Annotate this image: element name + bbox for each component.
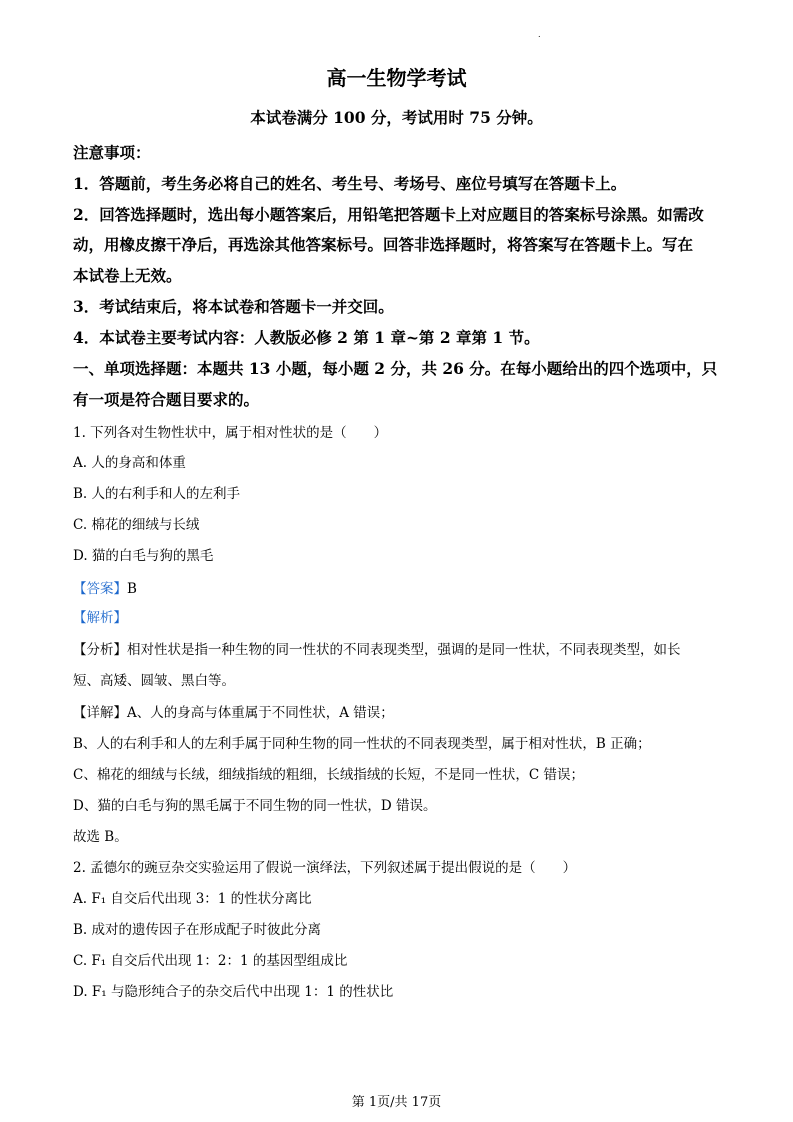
notice-item-2-line-1: 2．回答选择题时，选出每小题答案后，用铅笔把答题卡上对应题目的答案标号涂黑。如需改: [73, 205, 704, 224]
question-2-option-a: A. F₁ 自交后代出现 3：1 的性状分离比: [73, 891, 312, 907]
xiangjie-line-a: [73, 701, 394, 721]
question-1-option-c: C. 棉花的细绒与长绒: [73, 517, 200, 533]
notice-item-2-line-3: 本试卷上无效。: [73, 266, 182, 285]
answer-value: B: [127, 581, 137, 597]
section-heading-line-2: 有一项是符合题目要求的。: [73, 390, 260, 409]
question-2-option-d: D. F₁ 与隐形纯合子的杂交后代中出现 1：1 的性状比: [73, 984, 394, 1000]
notice-item-3: 3．考试结束后，将本试卷和答题卡一并交回。: [73, 297, 394, 316]
question-1-stem: 1. 下列各对生物性状中，属于相对性状的是（ ）: [73, 425, 388, 441]
question-1-option-a: A. 人的身高和体重: [73, 455, 186, 471]
notice-item-1: 1．答题前，考生务必将自己的姓名、考生号、考场号、座位号填写在答题卡上。: [73, 174, 627, 193]
corner-mark: .: [538, 30, 541, 39]
exam-title: 高一生物学考试: [326, 66, 467, 90]
analysis-tag: 【解析】: [73, 610, 127, 626]
conclusion: 故选 B。: [73, 829, 128, 845]
fenxi-line-2: 短、高矮、圆皱、黑白等。: [73, 673, 235, 689]
xiangjie-line-b: B、人的右利手和人的左利手属于同种生物的同一性状的不同表现类型，属于相对性状，B 正确；: [73, 736, 651, 752]
question-2-option-b: B. 成对的遗传因子在形成配子时彼此分离: [73, 922, 322, 938]
exam-subtitle: 本试卷满分 100 分，考试用时 75 分钟。: [250, 108, 543, 127]
question-1-option-b: B. 人的右利手和人的左利手: [73, 486, 241, 502]
xiangjie-line-d: D、猫的白毛与狗的黑毛属于不同生物的同一性状，D 错误。: [73, 798, 437, 814]
question-1-option-d: D. 猫的白毛与狗的黑毛: [73, 548, 214, 564]
notice-item-2-line-2: 动，用橡皮擦干净后，再选涂其他答案标号。回答非选择题时，将答案写在答题卡上。写在: [73, 235, 694, 254]
answer-line: [73, 577, 137, 597]
section-heading-line-1: 一、单项选择题：本题共 13 小题，每小题 2 分，共 26 分。在每小题给出的四个选项中，只: [73, 359, 718, 378]
page-footer: 第 1页/共 17页: [351, 1095, 442, 1110]
fenxi-text-1: 相对性状是指一种生物的同一性状的不同表现类型，强调的是同一性状，不同表现类型，如长: [127, 642, 681, 658]
question-2-stem: 2. 孟德尔的豌豆杂交实验运用了假说一演绎法，下列叙述属于提出假说的是（ ）: [73, 860, 577, 876]
xiangjie-line-c: C、棉花的细绒与长绒，细绒指绒的粗细，长绒指绒的长短，不是同一性状，C 错误；: [73, 767, 584, 783]
xiangjie-text-a: A、人的身高与体重属于不同性状，A 错误；: [127, 705, 394, 721]
notice-item-4: 4．本试卷主要考试内容：人教版必修 2 第 1 章~第 2 章第 1 节。: [73, 328, 540, 347]
answer-tag: 【答案】: [73, 581, 127, 597]
question-2-option-c: C. F₁ 自交后代出现 1：2：1 的基因型组成比: [73, 953, 348, 969]
fenxi-tag: 【分析】: [73, 642, 127, 658]
xiangjie-tag: 【详解】: [73, 705, 127, 721]
notice-heading: 注意事项：: [73, 143, 151, 162]
fenxi-line-1: [73, 638, 681, 658]
